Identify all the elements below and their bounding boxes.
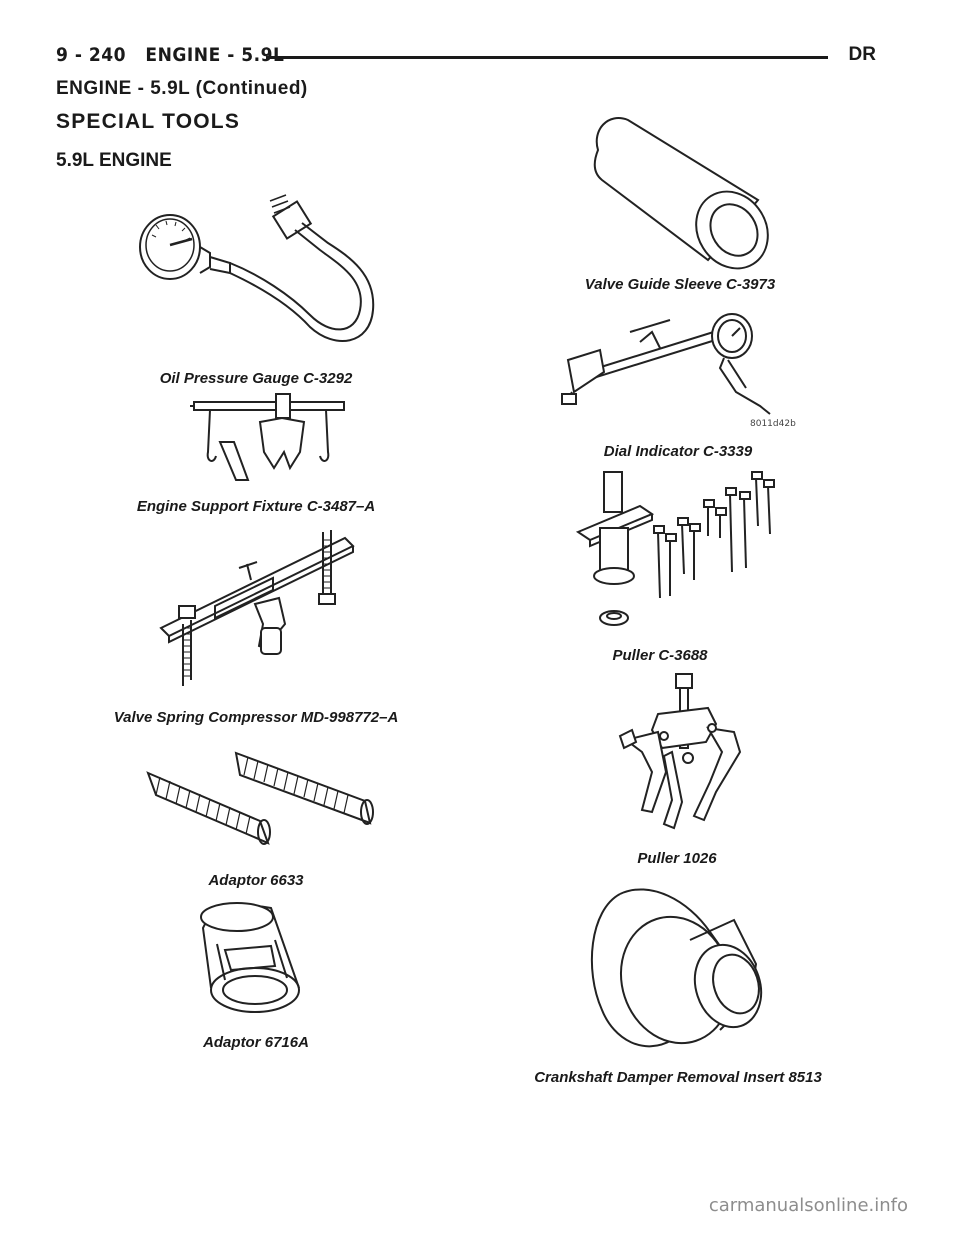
- header-rule: [266, 56, 828, 59]
- caption-dial-indicator: Dial Indicator C-3339: [603, 443, 753, 460]
- caption-puller-c3688: Puller C-3688: [612, 647, 708, 664]
- caption-valve-spring-compressor: Valve Spring Compressor MD-998772–A: [113, 709, 399, 726]
- valve-spring-compressor-illustration: [155, 528, 375, 693]
- adaptor-6716a-illustration: [195, 900, 310, 1020]
- section-title: SPECIAL TOOLS: [56, 110, 241, 133]
- watermark: carmanualsonline.info: [708, 1195, 908, 1216]
- caption-adaptor-6716a: Adaptor 6716A: [203, 1034, 309, 1051]
- caption-valve-guide-sleeve: Valve Guide Sleeve C-3973: [584, 276, 776, 293]
- oil-pressure-gauge-illustration: [130, 195, 380, 360]
- puller-c3688-illustration: [570, 468, 785, 633]
- page-header: [56, 44, 876, 74]
- figure-code: 8011d42b: [750, 419, 796, 429]
- caption-engine-support-fixture: Engine Support Fixture C-3487–A: [136, 498, 376, 515]
- caption-adaptor-6633: Adaptor 6633: [208, 872, 304, 889]
- engine-support-fixture-illustration: [190, 392, 350, 492]
- puller-1026-illustration: [612, 672, 747, 837]
- crankshaft-damper-insert-illustration: [580, 880, 780, 1060]
- continued-title: ENGINE - 5.9L (Continued): [56, 78, 308, 99]
- caption-crankshaft-damper-insert: Crankshaft Damper Removal Insert 8513: [534, 1069, 822, 1086]
- dial-indicator-illustration: [560, 302, 796, 432]
- model-code: DR: [848, 44, 876, 65]
- caption-puller-1026: Puller 1026: [637, 850, 717, 867]
- subsection-title: 5.9L ENGINE: [56, 150, 172, 171]
- valve-guide-sleeve-illustration: [588, 110, 778, 270]
- caption-oil-pressure-gauge: Oil Pressure Gauge C-3292: [159, 370, 353, 387]
- adaptor-6633-illustration: [140, 733, 375, 848]
- page-number: 9 - 240: [56, 44, 127, 66]
- header-section: ENGINE - 5.9L: [145, 44, 285, 66]
- page-number-section: [56, 44, 284, 66]
